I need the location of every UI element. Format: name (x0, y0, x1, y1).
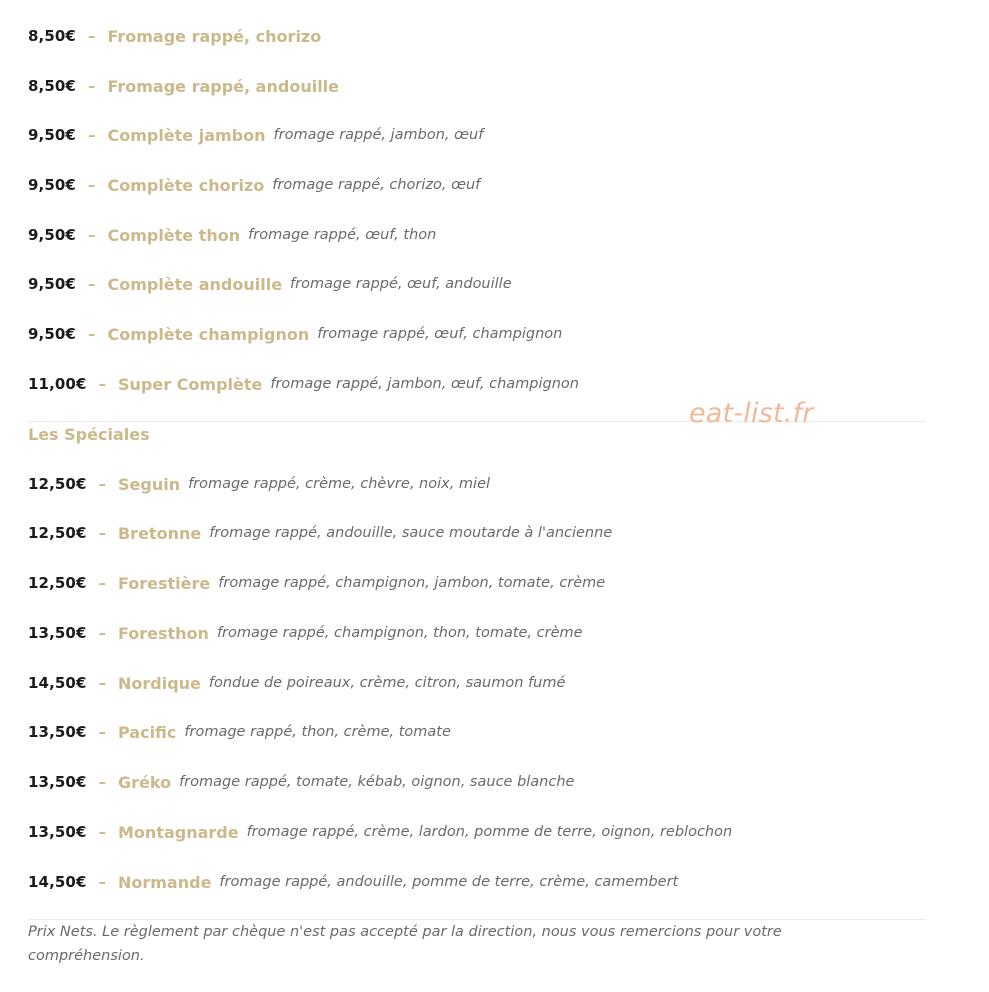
item-description: fondue de poireaux, crème, citron, saumon fumé (208, 675, 566, 691)
item-name: Seguin (117, 474, 181, 494)
item-name: Complète chorizo (107, 175, 265, 195)
item-description: fromage rappé, tomate, kébab, oignon, sauce blanche (179, 774, 575, 790)
item-separator: – (98, 624, 106, 642)
menu-item (28, 21, 329, 51)
item-name: Fromage rappé, chorizo (107, 26, 322, 46)
item-price: 8,50€ (28, 77, 76, 95)
item-separator: – (98, 823, 106, 841)
item-name: Montagnarde (117, 822, 239, 842)
item-price: 9,50€ (28, 226, 76, 244)
item-price: 14,50€ (28, 674, 87, 692)
watermark: eat-list.fr (689, 398, 814, 429)
item-separator: – (87, 27, 96, 45)
item-name: Forestière (117, 573, 211, 593)
item-price: 9,50€ (28, 325, 76, 343)
menu-item (28, 319, 562, 349)
menu-item (28, 618, 583, 648)
item-separator: – (87, 77, 96, 95)
item-description: fromage rappé, champignon, jambon, tomate, crème (218, 575, 606, 591)
item-description: fromage rappé, andouille, sauce moutarde à l'ancienne (209, 525, 613, 541)
item-price: 12,50€ (28, 524, 87, 542)
item-separator: – (87, 226, 96, 244)
menu-item (28, 469, 490, 499)
menu-item (28, 120, 483, 150)
item-separator: – (98, 524, 106, 542)
item-description: fromage rappé, jambon, œuf (273, 127, 484, 143)
item-price: 13,50€ (28, 823, 87, 841)
item-separator: – (87, 176, 96, 194)
menu-item (28, 767, 574, 797)
menu-item (28, 717, 451, 747)
item-separator: – (98, 475, 106, 493)
item-name: Bretonne (117, 523, 202, 543)
menu-item (28, 71, 347, 101)
item-description: fromage rappé, œuf, champignon (317, 326, 563, 342)
item-description: fromage rappé, œuf, andouille (290, 276, 512, 292)
item-name: Nordique (117, 673, 201, 693)
item-name: Pacific (117, 722, 177, 742)
item-price: 13,50€ (28, 773, 87, 791)
item-separator: – (98, 375, 106, 393)
item-name: Complète andouille (107, 274, 283, 294)
item-separator: – (87, 275, 96, 293)
item-price: 13,50€ (28, 723, 87, 741)
item-name: Foresthon (117, 623, 209, 643)
menu-item (28, 170, 480, 200)
item-name: Complète jambon (107, 125, 266, 145)
menu-item (28, 518, 612, 548)
item-description: fromage rappé, œuf, thon (248, 227, 437, 243)
item-price: 12,50€ (28, 574, 87, 592)
menu-item (28, 668, 565, 698)
item-separator: – (98, 574, 106, 592)
section-title: Les Spéciales (28, 425, 150, 444)
menu-item (28, 867, 678, 897)
item-price: 12,50€ (28, 475, 87, 493)
item-price: 9,50€ (28, 176, 76, 194)
item-description: fromage rappé, thon, crème, tomate (184, 724, 451, 740)
item-separator: – (87, 325, 96, 343)
item-separator: – (87, 126, 96, 144)
item-description: fromage rappé, crème, lardon, pomme de terre, oignon, reblochon (246, 824, 733, 840)
item-name: Complète champignon (107, 324, 310, 344)
menu-item (28, 269, 512, 299)
item-price: 14,50€ (28, 873, 87, 891)
item-description: fromage rappé, andouille, pomme de terre, crème, camembert (219, 874, 679, 890)
item-price: 11,00€ (28, 375, 87, 393)
item-price: 13,50€ (28, 624, 87, 642)
item-description: fromage rappé, jambon, œuf, champignon (270, 376, 579, 392)
item-name: Gréko (117, 772, 172, 792)
footer-note: Prix Nets. Le règlement par chèque n'est pas accepté par la direction, nous vous remercions pour votre compréhension. (28, 924, 782, 964)
item-description: fromage rappé, chorizo, œuf (272, 177, 481, 193)
item-separator: – (98, 674, 106, 692)
item-name: Super Complète (117, 374, 263, 394)
menu-item (28, 220, 436, 250)
item-description: fromage rappé, crème, chèvre, noix, miel (188, 476, 491, 492)
item-price: 8,50€ (28, 27, 76, 45)
item-name: Fromage rappé, andouille (107, 76, 340, 96)
item-price: 9,50€ (28, 275, 76, 293)
menu-item (28, 369, 579, 399)
item-separator: – (98, 723, 106, 741)
item-description: fromage rappé, champignon, thon, tomate, crème (216, 625, 583, 641)
item-separator: – (98, 773, 106, 791)
item-name: Complète thon (107, 225, 241, 245)
item-price: 9,50€ (28, 126, 76, 144)
item-name: Normande (117, 872, 212, 892)
item-separator: – (98, 873, 106, 891)
menu-item (28, 568, 605, 598)
menu-item (28, 817, 732, 847)
